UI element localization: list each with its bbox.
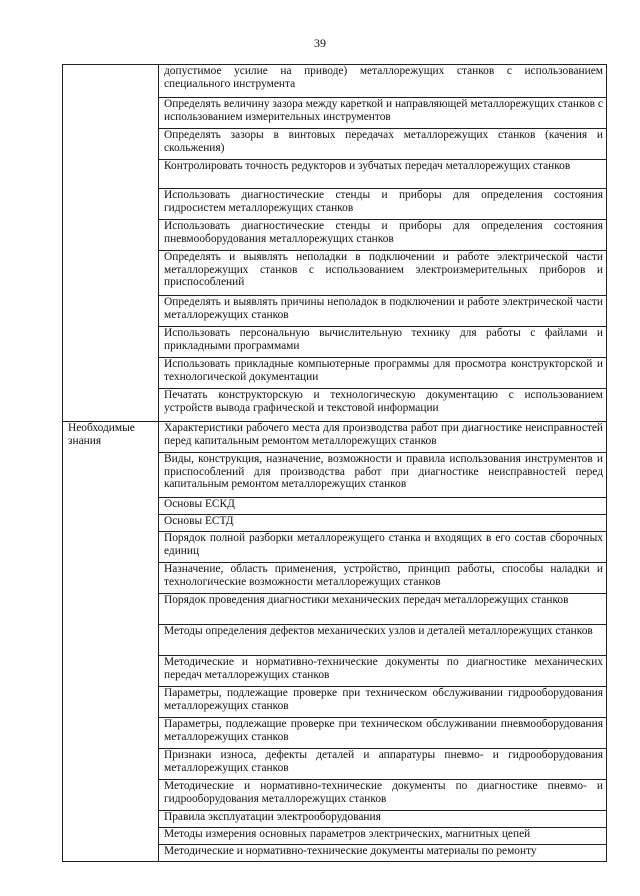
knowledge-item: Основы ЕСКД bbox=[159, 498, 607, 515]
skills-item: Использовать прикладные компьютерные программы для просмотра конструкторской и технологической документации bbox=[159, 358, 607, 389]
skills-item: Определять и выявлять причины неполадок в подключении и работе электрической части металлорежущих станков bbox=[159, 296, 607, 327]
skills-item: Использовать диагностические стенды и приборы для определения состояния гидросистем металлорежущих станков bbox=[159, 189, 607, 220]
skills-item: Печатать конструкторскую и технологическую документацию с использованием устройств вывода графической и текстовой информации bbox=[159, 389, 607, 422]
knowledge-item: Виды, конструкция, назначение, возможности и правила использования инструментов и приспособлений для производства работ при диагностике неисправностей перед капитальным ремонтом металлорежущих станков bbox=[159, 453, 607, 498]
knowledge-item: Основы ЕСТД bbox=[159, 515, 607, 532]
skills-item: Определять величину зазора между кареткой и направляющей металлорежущих станков с использованием измерительных инструментов bbox=[159, 98, 607, 129]
knowledge-item: Параметры, подлежащие проверке при техническом обслуживании гидрооборудования металлорежущих станков bbox=[159, 687, 607, 718]
page-number: 39 bbox=[314, 36, 326, 50]
skills-item: Определять зазоры в винтовых передачах металлорежущих станков (качения и скольжения) bbox=[159, 129, 607, 160]
skills-item: Использовать диагностические стенды и приборы для определения состояния пневмооборудования металлорежущих станков bbox=[159, 220, 607, 251]
skills-item: Определять и выявлять неполадки в подключении и работе электрической части металлорежущих станков с использованием электроизмерительных приборов и приспособлений bbox=[159, 251, 607, 296]
requirements-table-body bbox=[63, 65, 607, 862]
knowledge-item: Параметры, подлежащие проверке при техническом обслуживании пневмооборудования металлорежущих станков bbox=[159, 718, 607, 749]
knowledge-row bbox=[63, 422, 607, 453]
skills-row bbox=[63, 65, 607, 98]
knowledge-item: Порядок полной разборки металлорежущего станка и входящих в его состав сборочных единиц bbox=[159, 532, 607, 563]
knowledge-item: Методические и нормативно-технические документы материалы по ремонту bbox=[159, 845, 607, 862]
knowledge-item: Порядок проведения диагностики механических передач металлорежущих станков bbox=[159, 594, 607, 625]
knowledge-item: Признаки износа, дефекты деталей и аппаратуры пневмо- и гидрооборудования металлорежущих станков bbox=[159, 749, 607, 780]
skills-item: Использовать персональную вычислительную технику для работы с файлами и прикладными программами bbox=[159, 327, 607, 358]
knowledge-item: Методы измерения основных параметров электрических, магнитных цепей bbox=[159, 828, 607, 845]
knowledge-item: Назначение, область применения, устройство, принцип работы, способы наладки и технологические возможности металлорежущих станков bbox=[159, 563, 607, 594]
skills-label-cell bbox=[63, 65, 159, 422]
knowledge-item: Методические и нормативно-технические документы по диагностике пневмо- и гидрооборудования металлорежущих станков bbox=[159, 780, 607, 811]
skills-item: допустимое усилие на приводе) металлорежущих станков с использованием специального инструмента bbox=[159, 65, 607, 98]
knowledge-item: Методы определения дефектов механических узлов и деталей металлорежущих станков bbox=[159, 625, 607, 656]
knowledge-item: Методические и нормативно-технические документы по диагностике механических передач металлорежущих станков bbox=[159, 656, 607, 687]
requirements-table bbox=[62, 64, 607, 862]
skills-item: Контролировать точность редукторов и зубчатых передач металлорежущих станков bbox=[159, 160, 607, 189]
knowledge-label: Необходимые знания bbox=[63, 422, 159, 862]
knowledge-item: Характеристики рабочего места для производства работ при диагностике неисправностей перед капитальным ремонтом металлорежущих станков bbox=[159, 422, 607, 453]
knowledge-item: Правила эксплуатации электрооборудования bbox=[159, 811, 607, 828]
